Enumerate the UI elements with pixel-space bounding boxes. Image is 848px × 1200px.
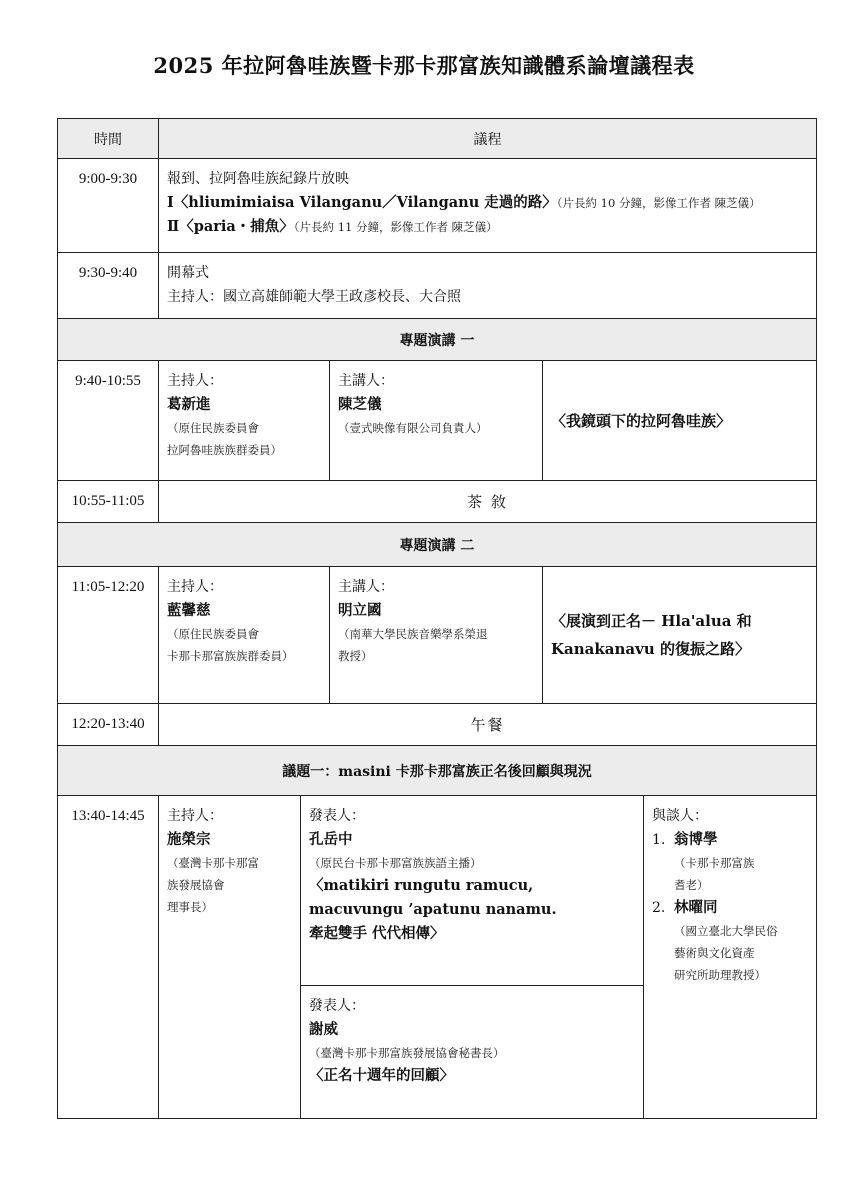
- presenter-affiliation: （臺灣卡那卡那富族發展協會秘書長）: [309, 1046, 505, 1060]
- host-cell: [159, 567, 330, 704]
- presenter-2-cell: [301, 986, 644, 1119]
- speaker-affiliation: （壹式映像有限公司負責人）: [338, 421, 488, 435]
- presenter-label: 發表人：: [309, 808, 365, 824]
- time-cell: 13:40-14:45: [58, 796, 159, 1119]
- host-affiliation: （臺灣卡那卡那富: [167, 856, 259, 870]
- film-1-note: （片長約 10 分鐘，影像工作者 陳芝儀）: [556, 196, 761, 210]
- speaker-cell: [330, 567, 543, 704]
- presenter-1-cell: [301, 796, 644, 986]
- film-2-title: Ⅱ〈paria・捕魚〉: [167, 218, 294, 235]
- host-name: 施榮宗: [167, 831, 211, 848]
- host-affiliation: 族發展協會: [167, 878, 225, 892]
- presenter-label: 發表人：: [309, 998, 365, 1014]
- film-1: [167, 191, 808, 215]
- host-label: 主持人：: [167, 373, 223, 389]
- section-keynote-2: 專題演講 二: [58, 523, 817, 567]
- host-cell: [159, 361, 330, 481]
- time-cell: 11:05-12:20: [58, 567, 159, 704]
- table-row: [58, 253, 817, 319]
- host-affiliation: 卡那卡那富族族群委員）: [167, 649, 294, 663]
- section-row: [58, 746, 817, 796]
- lunch: 午餐: [159, 704, 817, 746]
- time-cell: 9:40-10:55: [58, 361, 159, 481]
- registration-cell: [159, 159, 817, 253]
- opening-title: 開幕式: [167, 265, 209, 281]
- presenter-topic: 牽起雙手 代代相傳〉: [309, 925, 445, 942]
- discussant-label: 與談人：: [652, 808, 708, 824]
- topic-line: Kanakanavu 的復振之路〉: [551, 640, 750, 658]
- page-title: 2025 年拉阿魯哇族暨卡那卡那富族知識體系論壇議程表: [153, 53, 695, 78]
- host-name: 藍馨慈: [167, 602, 211, 619]
- presenter-topic: 〈matikiri rungutu ramucu,: [309, 877, 534, 894]
- discussant-affiliation: （卡那卡那富族: [674, 856, 755, 870]
- speaker-label: 主講人：: [338, 579, 394, 595]
- list-number: 1.: [652, 832, 666, 848]
- table-row: [58, 361, 817, 481]
- discussant-affiliation: （國立臺北大學民俗: [674, 924, 778, 938]
- speaker-affiliation: （南華大學民族音樂學系榮退: [338, 627, 488, 641]
- discussant-name: 翁博學: [674, 831, 718, 848]
- presenter-topic: macuvungu ’apatunu nanamu.: [309, 901, 557, 918]
- topic-cell: [543, 567, 817, 704]
- header-time: 時間: [58, 119, 159, 159]
- discussant-cell: [644, 796, 817, 1119]
- film-2-note: （片長約 11 分鐘，影像工作者 陳芝儀）: [293, 220, 498, 234]
- presenter-name: 謝威: [309, 1021, 338, 1038]
- header-row: [58, 119, 817, 159]
- discussant-1: [652, 828, 808, 852]
- opening-host: 主持人：國立高雄師範大學王政彥校長、大合照: [167, 289, 461, 305]
- section-topic-1: 議題一：masini 卡那卡那富族正名後回顧與現況: [58, 746, 817, 796]
- header-agenda: 議程: [159, 119, 817, 159]
- time-cell: 9:00-9:30: [58, 159, 159, 253]
- time-cell: 9:30-9:40: [58, 253, 159, 319]
- tea-break: 茶 敘: [159, 481, 817, 523]
- list-number: 2.: [652, 900, 666, 916]
- host-cell: [159, 796, 301, 1119]
- host-affiliation: （原住民族委員會: [167, 627, 259, 641]
- section-row: [58, 523, 817, 567]
- section-row: [58, 319, 817, 361]
- presenter-name: 孔岳中: [309, 831, 353, 848]
- discussant-2: [652, 896, 808, 920]
- discussant-affiliation: 藝術與文化資產: [674, 946, 755, 960]
- time-cell: 10:55-11:05: [58, 481, 159, 523]
- presenter-topic: 〈正名十週年的回顧〉: [309, 1067, 454, 1084]
- table-row: [58, 567, 817, 704]
- registration-text: 報到、拉阿魯哇族紀錄片放映: [167, 171, 349, 187]
- table-row: [58, 796, 817, 986]
- host-affiliation: 拉阿魯哇族族群委員）: [167, 443, 282, 457]
- table-row: [58, 159, 817, 253]
- opening-cell: [159, 253, 817, 319]
- speaker-label: 主講人：: [338, 373, 394, 389]
- discussant-affiliation: 研究所助理教授）: [674, 968, 766, 982]
- host-affiliation: （原住民族委員會: [167, 421, 259, 435]
- speaker-cell: [330, 361, 543, 481]
- speaker-name: 明立國: [338, 602, 382, 619]
- discussant-affiliation: 耆老）: [674, 878, 709, 892]
- time-cell: 12:20-13:40: [58, 704, 159, 746]
- table-row: [58, 704, 817, 746]
- host-label: 主持人：: [167, 808, 223, 824]
- host-name: 葛新進: [167, 396, 211, 413]
- host-label: 主持人：: [167, 579, 223, 595]
- film-1-title: Ⅰ〈hliumimiaisa Vilanganu／Vilanganu 走過的路〉: [167, 194, 557, 211]
- discussant-name: 林曜同: [674, 899, 718, 916]
- speaker-name: 陳芝儀: [338, 396, 382, 413]
- topic-line: 〈展演到正名－ Hla'alua 和: [551, 612, 752, 630]
- film-2: [167, 215, 808, 239]
- table-row: [58, 481, 817, 523]
- topic-cell: 〈我鏡頭下的拉阿魯哇族〉: [543, 361, 817, 481]
- host-affiliation: 理事長）: [167, 900, 213, 914]
- agenda-table: [57, 118, 817, 1119]
- speaker-affiliation: 教授）: [338, 649, 373, 663]
- section-keynote-1: 專題演講 一: [58, 319, 817, 361]
- presenter-affiliation: （原民台卡那卡那富族族語主播）: [309, 856, 482, 870]
